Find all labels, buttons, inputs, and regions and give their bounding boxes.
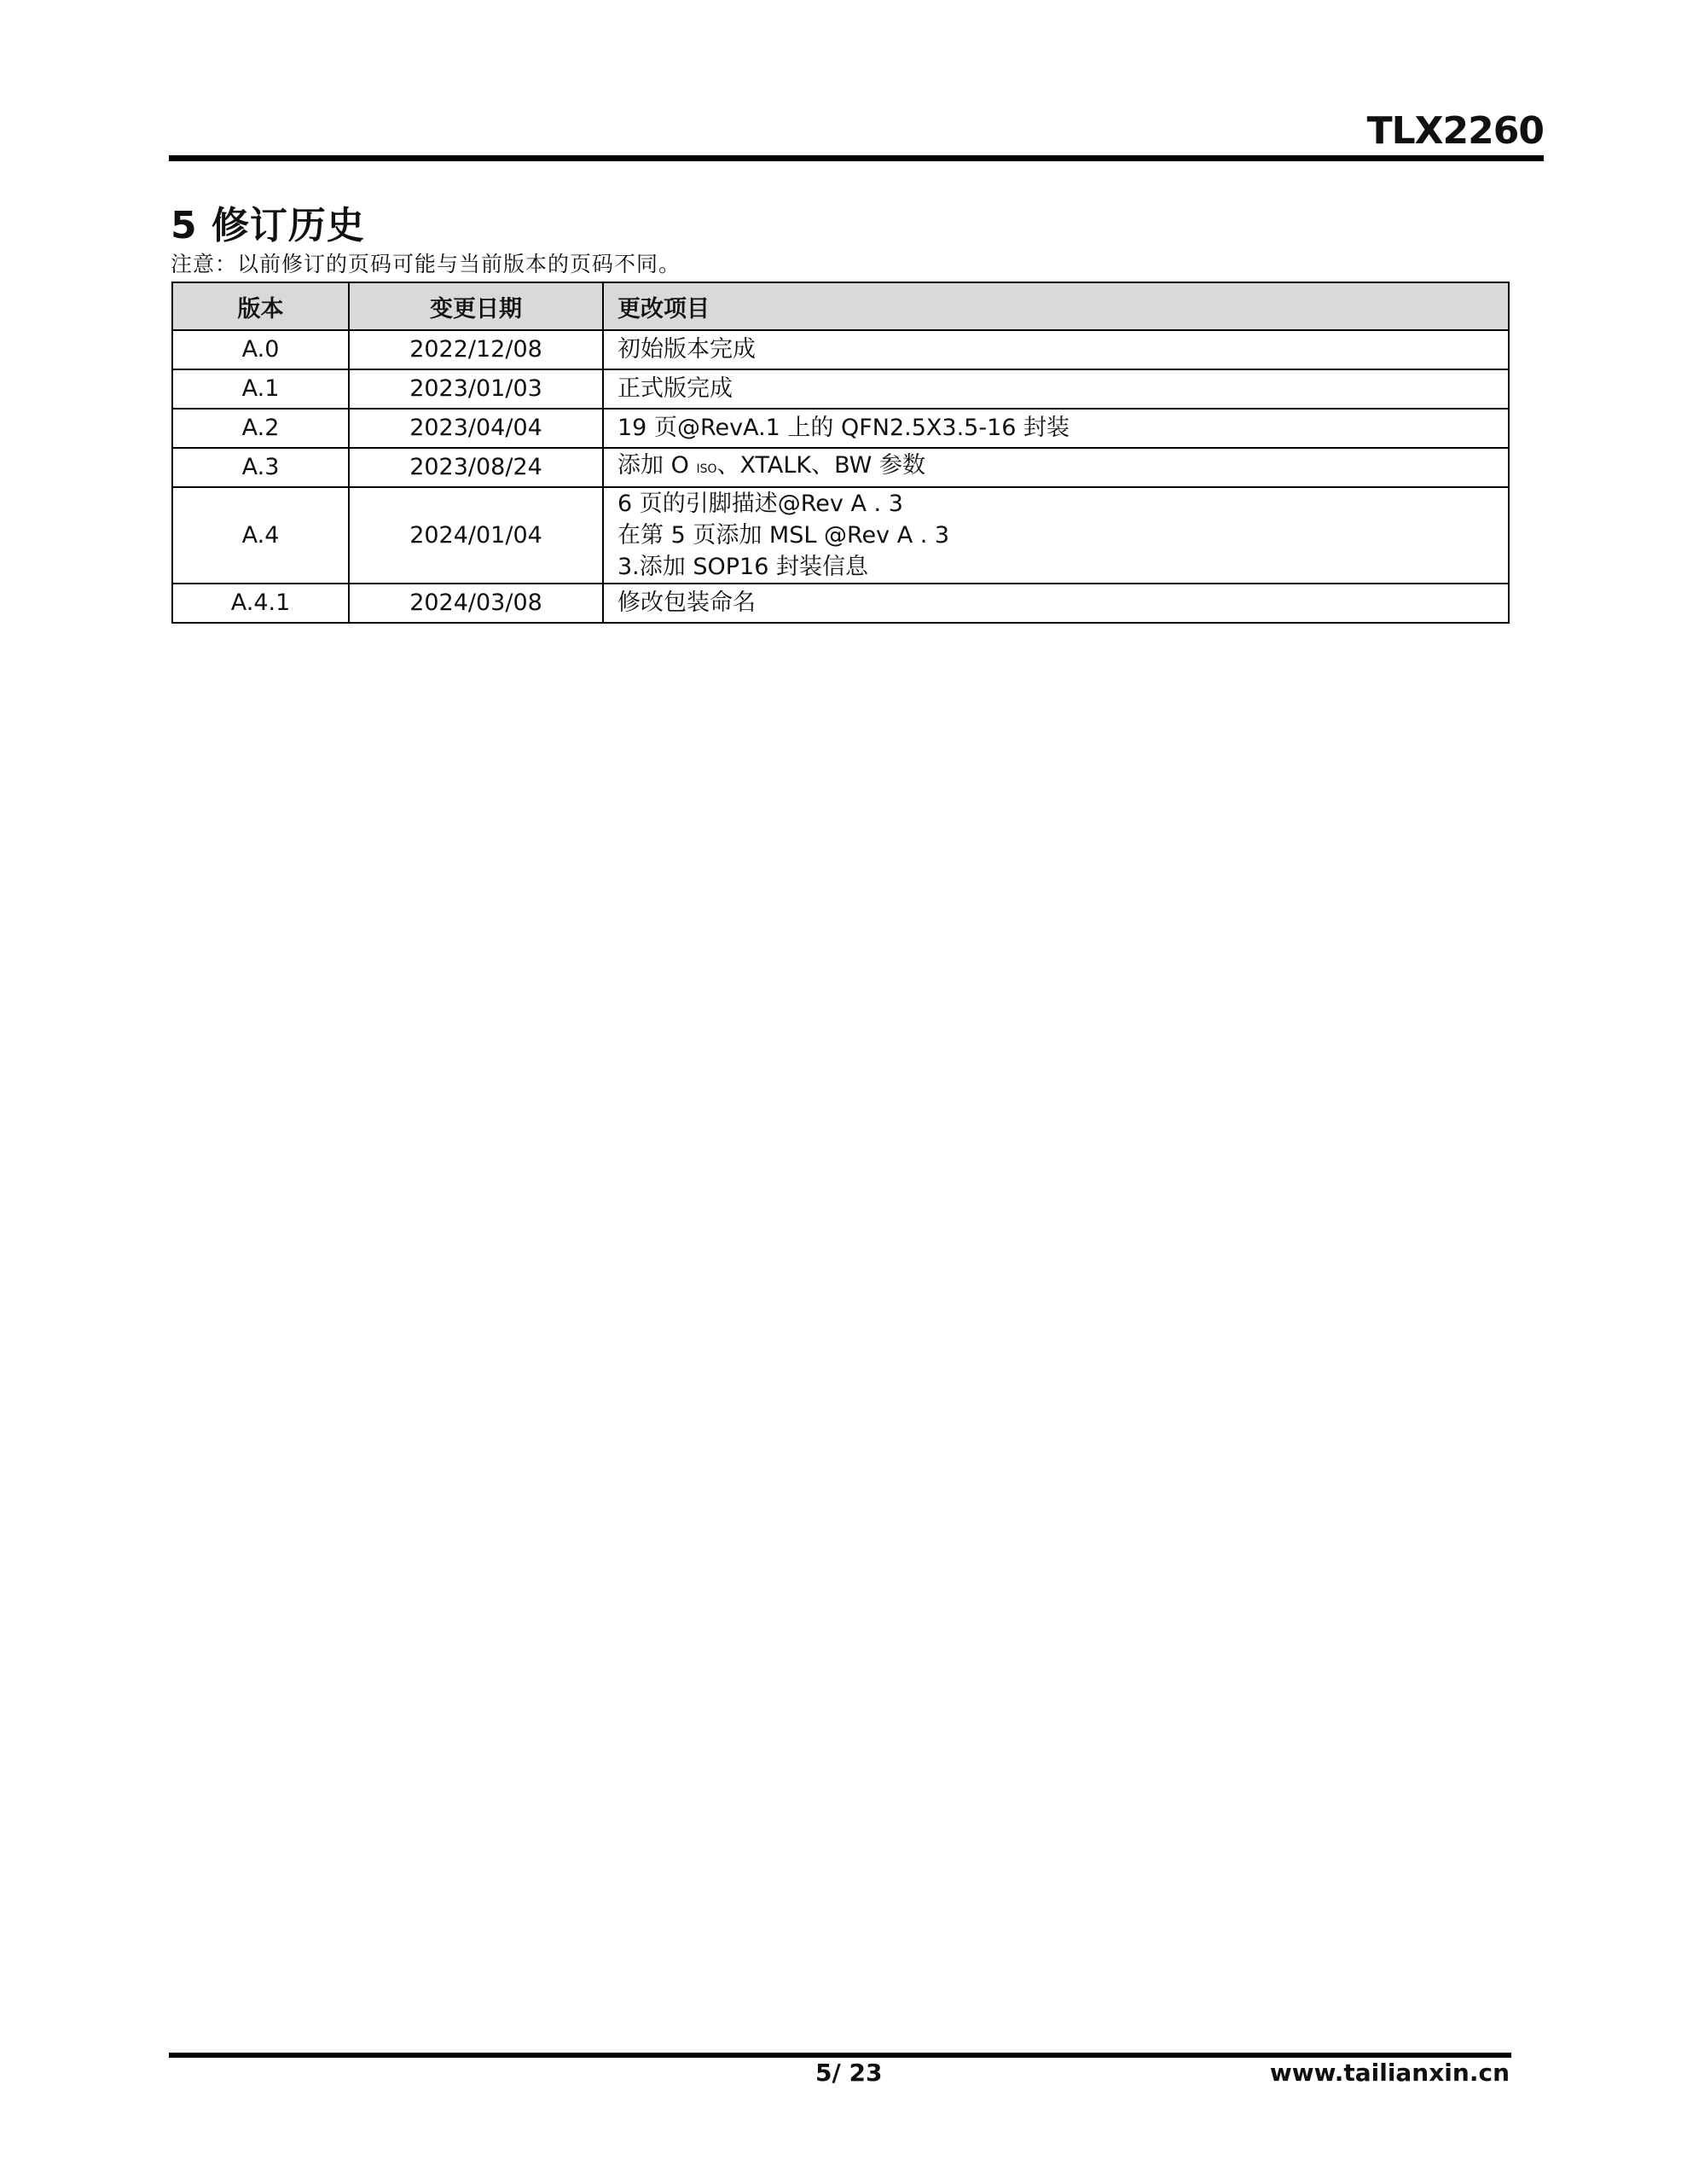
change-line: 6 页的引脚描述@Rev A . 3 [617,491,903,517]
changes-text: 添加 O [617,452,689,479]
changes-cell: 修改包装命名 [603,584,1509,623]
table-row [172,448,1509,487]
header-date: 变更日期 [349,282,603,330]
date-cell: 2023/08/24 [349,448,603,487]
date-cell: 2024/01/04 [349,487,603,584]
table-row [172,409,1509,448]
date-cell: 2024/03/08 [349,584,603,623]
table-row [172,487,1509,584]
revision-note: 注意：以前修订的页码可能与当前版本的页码不同。 [171,252,681,276]
changes-cell: 19 页@RevA.1 上的 QFN2.5X3.5-16 封装 [603,409,1509,448]
website-link[interactable]: www.tailianxin.cn [1269,2059,1510,2087]
header-changes: 更改项目 [603,282,1509,330]
revision-history-table [171,282,1510,624]
version-cell: A.1 [172,369,349,409]
change-line: 3.添加 SOP16 封装信息 [617,554,868,580]
table-row [172,584,1509,623]
change-line: 在第 5 页添加 MSL @Rev A . 3 [617,522,950,549]
document-title: TLX2260 [1366,109,1544,153]
changes-text: 、XTALK、BW 参数 [716,452,925,479]
changes-cell: 初始版本完成 [603,330,1509,369]
date-cell: 2023/01/03 [349,369,603,409]
table-header-row [172,282,1509,330]
changes-cell: 正式版完成 [603,369,1509,409]
iso-subscript: ISO [696,462,717,476]
version-cell: A.2 [172,409,349,448]
changes-cell [603,448,1509,487]
table-row [172,369,1509,409]
version-cell: A.3 [172,448,349,487]
version-cell: A.4.1 [172,584,349,623]
version-cell: A.4 [172,487,349,584]
changes-cell [603,487,1509,584]
table-row [172,330,1509,369]
date-cell: 2022/12/08 [349,330,603,369]
header-divider [169,155,1544,161]
section-title: 5 修订历史 [171,204,365,247]
header-version: 版本 [172,282,349,330]
version-cell: A.0 [172,330,349,369]
date-cell: 2023/04/04 [349,409,603,448]
page-number: 5/ 23 [815,2059,883,2087]
footer-divider [169,2053,1511,2058]
